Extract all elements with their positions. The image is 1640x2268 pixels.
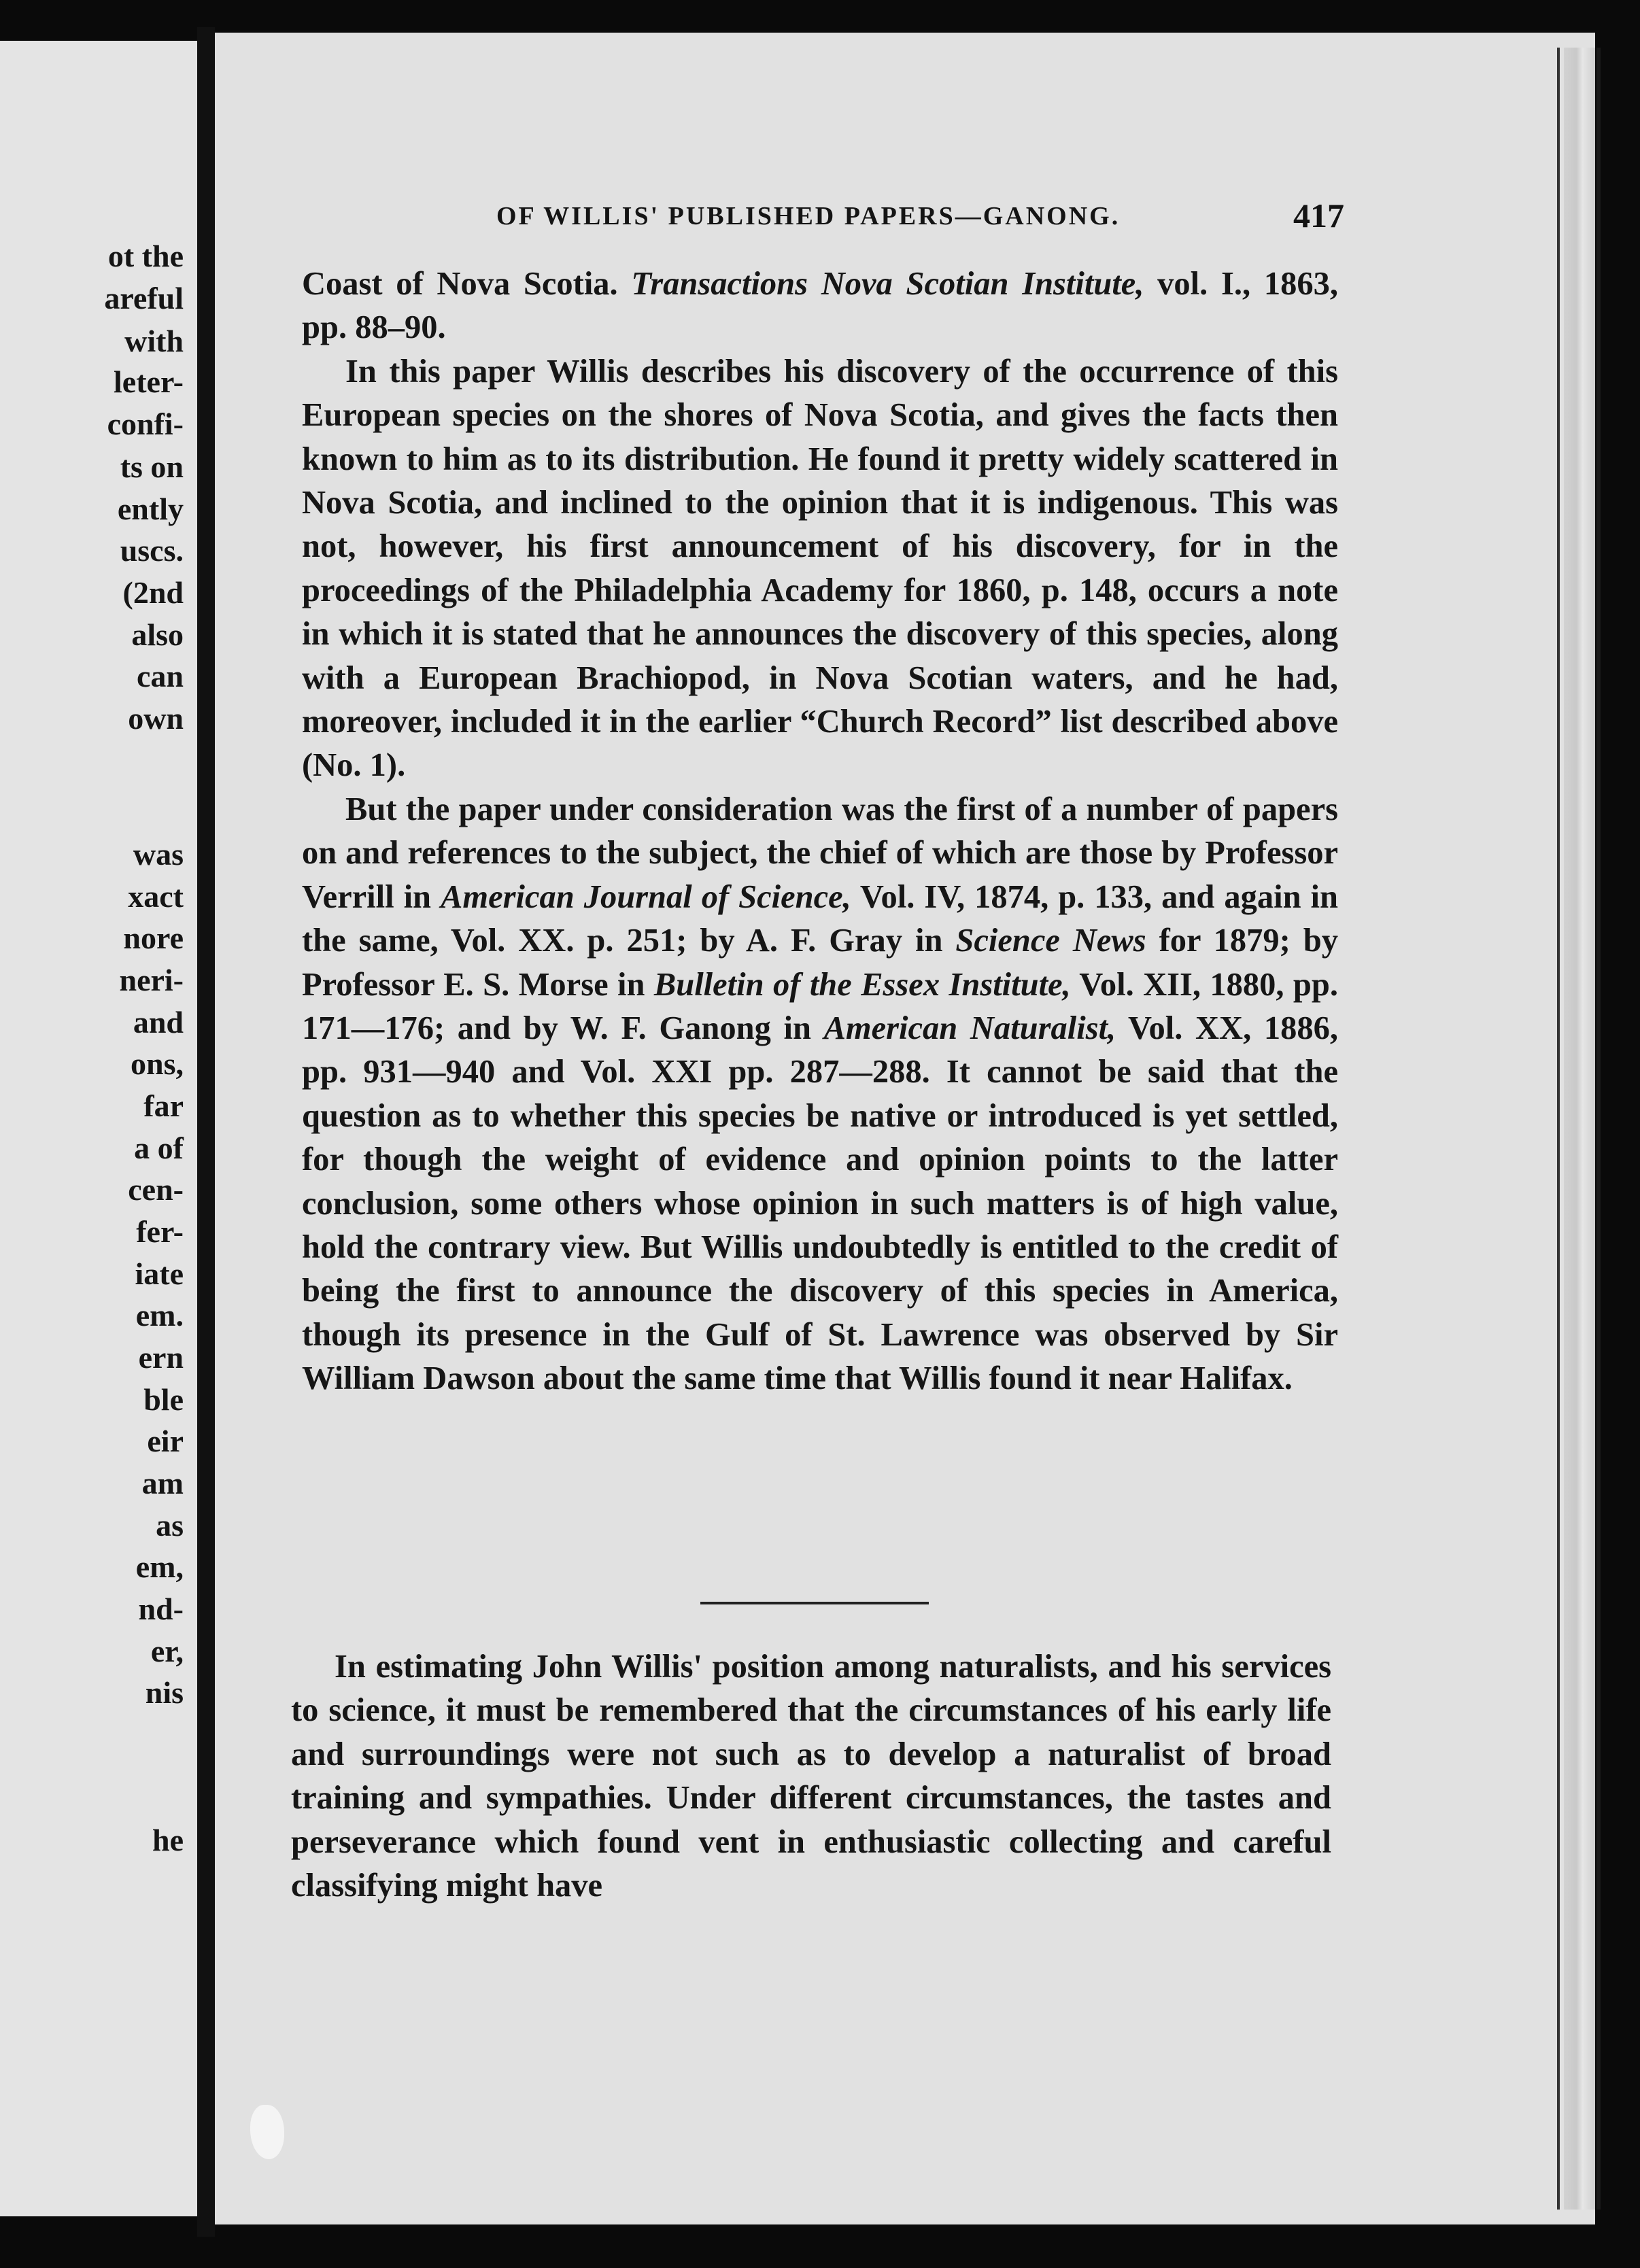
left-page-line-fragment: fer- [136, 1214, 184, 1249]
paragraph-references [302, 788, 1338, 1401]
text-run: Vol. IV, 1874, p. 133, and again in the same, Vol. XX. p. 251; by A. F. Gray in [302, 878, 1338, 959]
page-edge-shadow [1557, 48, 1560, 2210]
left-page-line-fragment: cen- [128, 1172, 184, 1207]
text-run: Vol. XII, 1880, pp. 171—176; and by W. F. Ganong in [302, 966, 1339, 1046]
left-page-line-fragment: uscs. [120, 533, 184, 568]
stacked-page-edges [1564, 48, 1595, 2210]
paragraph-estimating-position: In estimating John Willis' position among naturalists, and his services to science, it must be remembered that the circumstances of his early life and surroundings were not such as to develop a naturalist of broad training and sympathies. Under different circumstances, the tastes and perseverance which found vent in enthusiastic collecting and careful classifying might have [291, 1649, 1331, 1904]
left-page-line-fragment: can [137, 659, 184, 693]
left-page-line-fragment: er, [150, 1634, 184, 1668]
text-run: Vol. XX, 1886, pp. 931—940 and Vol. XXI pp. 287—288. It cannot be said that the question as to whether this species be native or introduced is yet settled, for though the weight of evidence and opinion points to the latter conclusion, some others whose opinion in such matters is of high value, hold the contrary view. But Willis undoubtedly is entitled to the credit of being the first to announce the discovery of this species in America, though its presence in the Gulf of St. Lawrence was observed by Sir William Dawson about the same time that Willis found it near Halifax. [302, 1010, 1338, 1397]
citation-volume: vol. I., 1863, pp. 88–90. [302, 266, 1338, 346]
text-run: for 1879; by Professor E. S. Morse in [302, 923, 1338, 1003]
left-page-line-fragment: em, [135, 1549, 184, 1584]
left-page-line-fragment: am [141, 1466, 184, 1500]
left-page-line-fragment: xact [128, 879, 184, 914]
citation-text: Coast of Nova Scotia. [302, 266, 632, 302]
left-page-line-fragment: ts on [120, 449, 184, 484]
left-page-line-fragment: as [156, 1508, 184, 1543]
journal-title-american-journal-of-science: American Journal of Science, [441, 878, 851, 915]
page-edge-border [1596, 48, 1601, 2210]
journal-title-american-naturalist: American Naturalist, [823, 1010, 1116, 1046]
left-page-line-fragment: far [143, 1088, 184, 1123]
left-page-line-fragment: ern [138, 1340, 184, 1375]
left-page-line-fragment: was [133, 837, 184, 872]
left-page-line-fragment: eir [147, 1424, 184, 1458]
left-page-line-fragment: ently [117, 492, 184, 526]
left-page-line-fragment: em. [135, 1298, 184, 1333]
left-page-line-fragment: iate [135, 1256, 184, 1291]
left-page-line-fragment: with [124, 324, 184, 358]
closing-text [291, 1645, 1331, 1908]
citation-journal-title: Transactions Nova Scotian Institute, [631, 266, 1144, 302]
left-page-line-fragment: ot the [107, 239, 184, 273]
running-head: OF WILLIS' PUBLISHED PAPERS—GANONG. [496, 202, 1121, 230]
left-page-line-fragment: own [128, 701, 184, 736]
left-page-line-fragment: confi- [107, 407, 184, 441]
left-facing-page [0, 41, 197, 2216]
section-divider-rule [700, 1602, 929, 1604]
left-page-line-fragment: nis [145, 1675, 184, 1710]
left-page-line-fragment: ble [143, 1382, 184, 1417]
left-page-line-fragment: and [133, 1005, 184, 1040]
book-gutter [197, 27, 215, 2237]
left-page-line-fragment: ons, [131, 1046, 184, 1081]
left-page-line-fragment: also [131, 617, 184, 652]
text-run: But the paper under consideration was the first of a number of papers on and references to the subject, the chief of which are those by Professor Verrill in [302, 791, 1338, 915]
paragraph-discovery: In this paper Willis describes his discovery of the occurrence of this European species on the shores of Nova Scotia, and gives the facts then known to him as to its distribution. He found it pretty widely scattered in Nova Scotia, and inclined to the opinion that it is indigenous. This was not, however, his first announcement of his discovery, for in the proceedings of the Philadelphia Academy for 1860, p. 148, occurs a note in which it is stated that he announces the discovery of this species, along with a European Brachiopod, in Nova Scotian waters, and he had, moreover, included it in the earlier “Church Record” list described above (No. 1). [302, 353, 1338, 784]
page-number: 417 [1293, 196, 1344, 235]
left-page-line-fragment: nore [123, 921, 184, 955]
paragraph-citation-continuation [302, 262, 1338, 350]
left-page-line-fragment: he [152, 1823, 184, 1857]
left-page-line-fragment: (2nd [122, 575, 184, 610]
left-page-line-fragment: areful [104, 281, 184, 315]
left-page-line-fragment: nd- [138, 1592, 184, 1626]
left-page-line-fragment: a of [134, 1131, 184, 1165]
journal-title-bulletin-essex-institute: Bulletin of the Essex Institute, [653, 966, 1071, 1003]
left-page-line-fragment: neri- [119, 963, 184, 997]
journal-title-science-news: Science News [955, 923, 1146, 959]
body-text [302, 262, 1338, 1401]
left-page-line-fragment: leter- [114, 364, 184, 399]
